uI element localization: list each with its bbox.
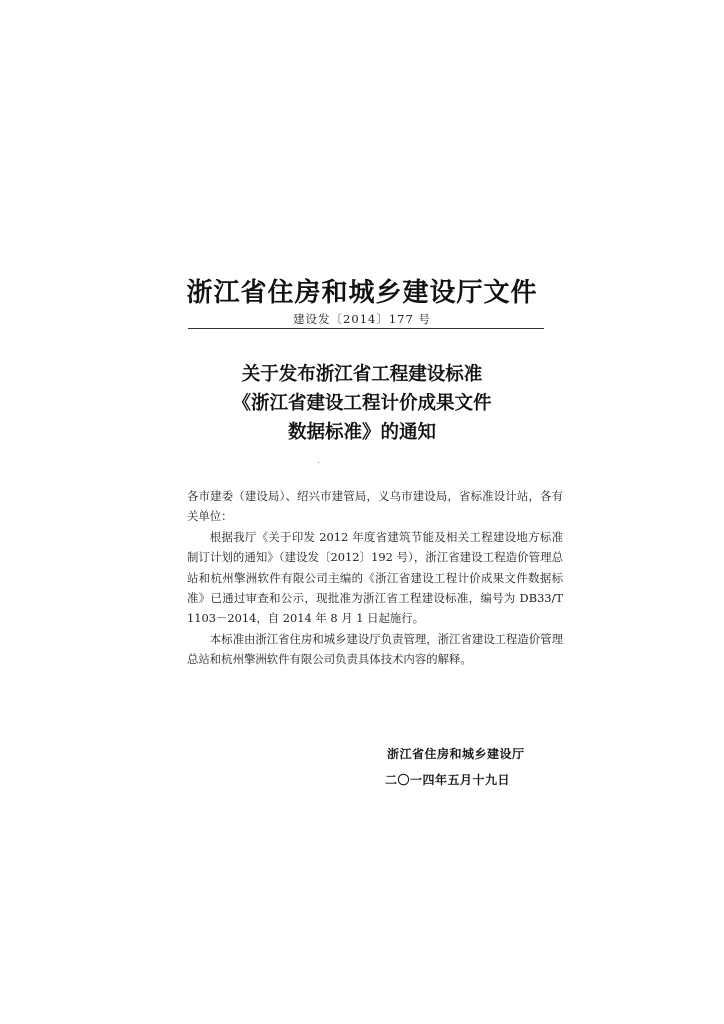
addressee-paragraph: 各市建委（建设局）、绍兴市建管局，义乌市建设局，省标准设计站，各有关单位： bbox=[187, 489, 563, 524]
issue-date: 二〇一四年五月十九日 bbox=[385, 773, 511, 787]
header-divider bbox=[188, 328, 544, 329]
document-header-title: 浙江省住房和城乡建设厅文件 bbox=[186, 278, 538, 308]
notice-title-line: 《浙江省建设工程计价成果文件 bbox=[232, 393, 492, 414]
issuing-authority: 浙江省住房和城乡建设厅 bbox=[387, 747, 525, 761]
notice-title bbox=[0, 360, 724, 447]
notice-title-line: 数据标准》的通知 bbox=[287, 422, 436, 443]
notice-title-line: 关于发布浙江省工程建设标准 bbox=[241, 364, 483, 385]
body-paragraph: 本标准由浙江省住房和城乡建设厅负责管理，浙江省建设工程造价管理总站和杭州擎洲软件有限公司负责具体技术内容的解释。 bbox=[187, 631, 563, 667]
body-paragraph: 根据我厅《关于印发 2012 年度省建筑节能及相关工程建设地方标准制订计划的通知》（建设发〔2012〕192 号），浙江省建设工程造价管理总站和杭州擎洲软件有限公司主编的《浙江省建设工程计价成果文件数据标准》已通过审查和公示，现批准为浙江省工程建设标准，编号为 DB33/T 1103－2014，自 2014 年 8 月 1 日起施行。 bbox=[187, 529, 563, 626]
notice-body bbox=[187, 486, 563, 670]
document-number: 建设发〔2014〕177 号 bbox=[293, 312, 431, 326]
scan-speck bbox=[318, 462, 319, 463]
